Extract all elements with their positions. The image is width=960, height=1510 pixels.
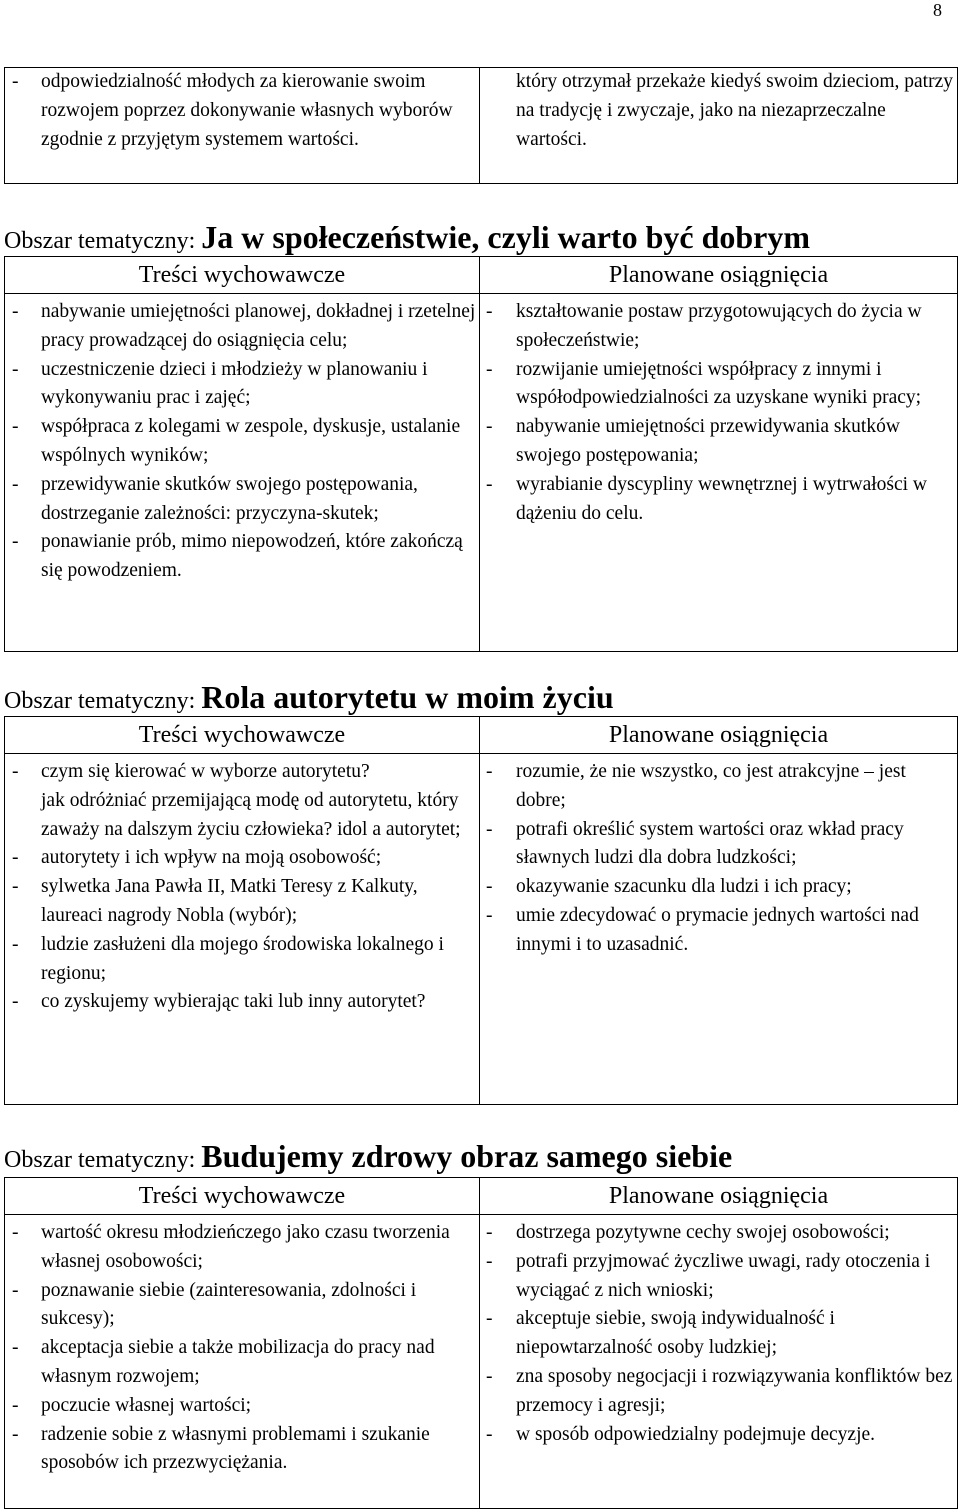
osiagniecia-list: [480, 758, 957, 960]
list-item: - zna sposoby negocjacji i rozwiązywania konfliktów bez przemocy i agresji;: [480, 1363, 957, 1421]
list-item: - ponawianie prób, mimo niepowodzeń, które zakończą się powodzeniem.: [5, 528, 479, 586]
section-prefix: Obszar tematyczny:: [4, 688, 202, 714]
list-item: - potrafi przyjmować życzliwe uwagi, rady otoczenia i wyciągać z nich wnioski;: [480, 1248, 957, 1306]
continuation-right-list: [480, 68, 957, 154]
list-item: jak odróżniać przemijającą modę od autorytetu, który zaważy na dalszym życiu człowieka? idol a autorytet;: [41, 789, 461, 840]
osiagniecia-cell: [480, 754, 958, 1105]
section-heading: Ja w społeczeństwie, czyli warto być dobrym: [201, 219, 811, 255]
tresci-cell: [5, 754, 480, 1105]
list-item: - wyrabianie dyscypliny wewnętrznej i wytrwałości w dążeniu do celu.: [480, 471, 957, 529]
list-item: - sylwetka Jana Pawła II, Matki Teresy z Kalkuty, laureaci nagrody Nobla (wybór);: [5, 873, 479, 931]
section-title-1: [4, 219, 811, 256]
page-number: 8: [933, 0, 942, 20]
continuation-table: [4, 67, 958, 184]
list-item: - akceptacja siebie a także mobilizacja do pracy nad własnym rozwojem;: [5, 1334, 479, 1392]
header-tresci: Treści wychowawcze: [5, 1178, 480, 1215]
continuation-right-cell: [480, 68, 958, 184]
list-item: - uczestniczenie dzieci i młodzieży w planowaniu i wykonywaniu prac i zajęć;: [5, 356, 479, 414]
list-item: - akceptuje siebie, swoją indywidualność i niepowtarzalność osoby ludzkiej;: [480, 1305, 957, 1363]
section-table-2: [4, 716, 958, 1105]
list-item: - co zyskujemy wybierając taki lub inny autorytet?: [5, 988, 479, 1017]
continuation-left-list: [5, 68, 479, 154]
header-osiagniecia: Planowane osiągnięcia: [480, 717, 958, 754]
list-item: - nabywanie umiejętności przewidywania skutków swojego postępowania;: [480, 413, 957, 471]
list-item: - potrafi określić system wartości oraz wkład pracy sławnych ludzi dla dobra ludzkości;: [480, 816, 957, 874]
section-prefix: Obszar tematyczny:: [4, 1147, 202, 1173]
tresci-list: [5, 758, 479, 1017]
section-prefix: Obszar tematyczny:: [4, 228, 202, 254]
section-title-3: [4, 1138, 733, 1175]
section-table-3: [4, 1177, 958, 1509]
osiagniecia-cell: [480, 1215, 958, 1509]
list-item: - radzenie sobie z własnymi problemami i szukanie sposobów ich przezwyciężania.: [5, 1421, 479, 1479]
tresci-cell: [5, 294, 480, 652]
list-item: - nabywanie umiejętności planowej, dokładnej i rzetelnej pracy prowadzącej do osiągnięcia celu;: [5, 298, 479, 356]
list-item: - rozwijanie umiejętności współpracy z innymi i współodpowiedzialności za uzyskane wyniki pracy;: [480, 356, 957, 414]
osiagniecia-list: [480, 298, 957, 528]
section-heading: Budujemy zdrowy obraz samego siebie: [201, 1138, 733, 1174]
list-item: - w sposób odpowiedzialny podejmuje decyzje.: [480, 1421, 957, 1450]
list-item: - okazywanie szacunku dla ludzi i ich pracy;: [480, 873, 957, 902]
list-item: - przewidywanie skutków swojego postępowania, dostrzeganie zależności: przyczyna-skutek;: [5, 471, 479, 529]
list-item: - czym się kierować w wyborze autorytetu?: [5, 758, 479, 787]
list-item: - dostrzega pozytywne cechy swojej osobowości;: [480, 1219, 957, 1248]
header-tresci: Treści wychowawcze: [5, 717, 480, 754]
list-item: - autorytety i ich wpływ na moją osobowość;: [5, 844, 479, 873]
list-item: - umie zdecydować o prymacie jednych wartości nad innymi i to uzasadnić.: [480, 902, 957, 960]
list-item: - rozumie, że nie wszystko, co jest atrakcyjne – jest dobre;: [480, 758, 957, 816]
list-item: który otrzymał przekaże kiedyś swoim dzieciom, patrzy na tradycję i zwyczaje, jako na niezaprzeczalne wartości.: [516, 71, 953, 150]
tresci-list: [5, 1219, 479, 1478]
list-item: - kształtowanie postaw przygotowujących do życia w społeczeństwie;: [480, 298, 957, 356]
list-item: - wartość okresu młodzieńczego jako czasu tworzenia własnej osobowości;: [5, 1219, 479, 1277]
tresci-list: [5, 298, 479, 586]
list-item: - ludzie zasłużeni dla mojego środowiska lokalnego i regionu;: [5, 931, 479, 989]
tresci-cell: [5, 1215, 480, 1509]
osiagniecia-cell: [480, 294, 958, 652]
osiagniecia-list: [480, 1219, 957, 1449]
list-item: - współpraca z kolegami w zespole, dyskusje, ustalanie wspólnych wyników;: [5, 413, 479, 471]
header-tresci: Treści wychowawcze: [5, 257, 480, 294]
list-item: - poczucie własnej wartości;: [5, 1392, 479, 1421]
header-osiagniecia: Planowane osiągnięcia: [480, 257, 958, 294]
continuation-left-cell: [5, 68, 480, 184]
section-title-2: [4, 679, 614, 716]
section-table-1: [4, 256, 958, 652]
list-item: - odpowiedzialność młodych za kierowanie swoim rozwojem poprzez dokonywanie własnych wyborów zgodnie z przyjętym systemem wartości.: [5, 68, 479, 154]
list-item: - poznawanie siebie (zainteresowania, zdolności i sukcesy);: [5, 1277, 479, 1335]
header-osiagniecia: Planowane osiągnięcia: [480, 1178, 958, 1215]
section-heading: Rola autorytetu w moim życiu: [201, 679, 614, 715]
